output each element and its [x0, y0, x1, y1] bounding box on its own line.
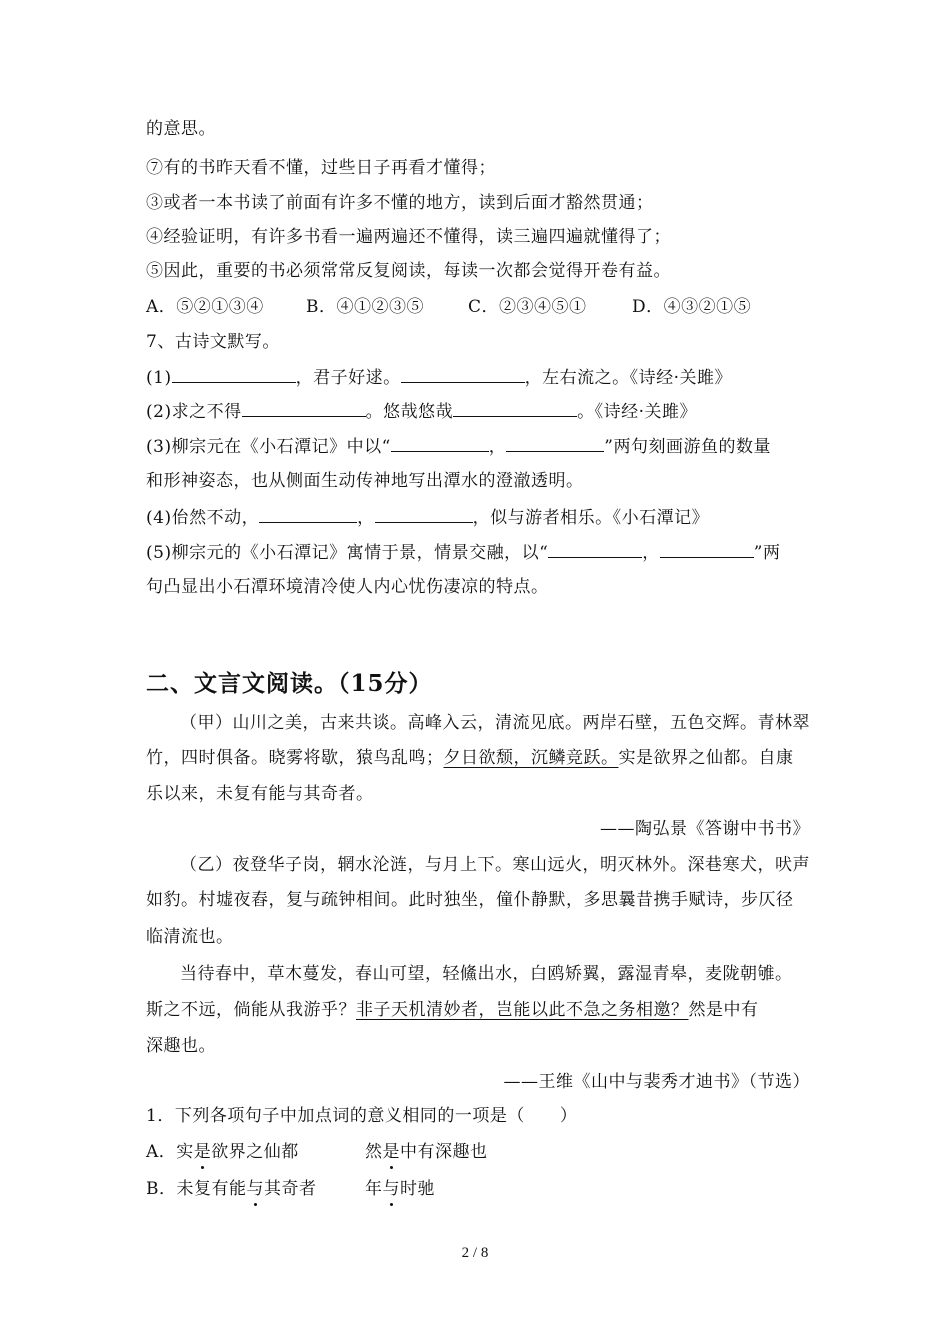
question-1-title: 1．下列各项句子中加点词的意义相同的一项是（ ） — [146, 1106, 578, 1126]
q7-item-3-part: ， — [488, 437, 507, 457]
q7-item-2-part: (2)求之不得 — [146, 402, 242, 422]
q7-item-5 — [146, 541, 780, 564]
q7-item-4-part: ，似与游者相乐。《小石潭记》 — [472, 508, 710, 528]
passage-text: 实是欲界之仙都。自康 — [618, 748, 794, 768]
option-b-sentence-1 — [146, 1178, 317, 1200]
passage-yi-source: ——王维《山中与裴秀才迪书》（节选） — [503, 1072, 810, 1092]
option-d: D．④③②①⑤ — [632, 297, 752, 317]
option-c: C．②③④⑤① — [468, 297, 587, 317]
q7-item-3 — [146, 435, 771, 458]
passage-text: 竹，四时俱备。晓雾将歇，猿鸟乱鸣； — [146, 748, 444, 768]
q7-item-3-part: ”两句刻画游鱼的数量 — [604, 437, 771, 457]
passage-jia-line: 乐以来，未复有能与其奇者。 — [146, 784, 374, 804]
underlined-sentence: 夕日欲颓，沉鳞竞跃。 — [443, 748, 619, 768]
option-a-sentence-1 — [146, 1141, 299, 1163]
q7-item-2-part: 。《诗经·关雎》 — [577, 402, 697, 422]
q7-item-4-part: (4)佁然不动， — [146, 508, 260, 528]
dotted-word: 是 — [382, 1142, 400, 1162]
text-line: 的意思。 — [146, 119, 216, 139]
option-b: B．④①②③⑤ — [306, 297, 424, 317]
dotted-word: 是 — [193, 1142, 212, 1162]
option-label: B．未复有能 — [146, 1179, 247, 1199]
q7-item-2-part: 。悠哉悠哉 — [365, 402, 454, 422]
passage-text: 斯之不远，倘能从我游乎？ — [146, 1000, 356, 1020]
answer-blank[interactable] — [660, 541, 754, 558]
q7-item-5-part: (5)柳宗元的《小石潭记》寓情于景，情景交融，以“ — [146, 543, 549, 563]
underlined-sentence: 非子天机清妙者，岂能以此不急之务相邀？ — [356, 1000, 689, 1020]
answer-blank[interactable] — [401, 366, 525, 383]
passage-yi-line: 临清流也。 — [146, 927, 234, 947]
dotted-word: 与 — [382, 1179, 400, 1199]
option-text: 然 — [365, 1142, 383, 1162]
text-line: ④经验证明，有许多书看一遍两遍还不懂得，读三遍四遍就懂得了； — [146, 227, 671, 247]
dotted-word: 与 — [246, 1179, 264, 1199]
passage-yi-line: 深趣也。 — [146, 1036, 216, 1056]
passage-text: 然是中有 — [688, 1000, 759, 1020]
q7-title: 7、古诗文默写。 — [146, 332, 280, 352]
q7-item-4-part: ， — [357, 508, 375, 528]
option-a: A．⑤②①③④ — [146, 297, 264, 317]
passage-jia-line: （甲）山川之美，古来共谈。高峰入云，清流见底。两岸石壁，五色交辉。青林翠 — [180, 713, 810, 733]
passage-yi-line: （乙）夜登华子岗，辋水沦涟，与月上下。寒山远火，明灭林外。深巷寒犬，吠声 — [180, 855, 810, 875]
q7-item-1 — [146, 366, 732, 389]
q7-item-5-part: ”两 — [753, 543, 781, 563]
option-text: 其奇者 — [264, 1179, 317, 1199]
answer-blank[interactable] — [453, 400, 577, 417]
text-line: ⑤因此，重要的书必须常常反复阅读，每读一次都会觉得开卷有益。 — [146, 261, 671, 281]
q7-item-4 — [146, 506, 709, 529]
option-text: 时驰 — [400, 1179, 435, 1199]
answer-blank[interactable] — [172, 366, 296, 383]
passage-yi-line — [146, 999, 759, 1021]
passage-yi-line: 如豹。村墟夜舂，复与疏钟相间。此时独坐，僮仆静默，多思曩昔携手赋诗，步仄径 — [146, 890, 794, 910]
passage-yi-line: 当待春中，草木蔓发，春山可望，轻鯈出水，白鸥矫翼，露湿青皋，麦陇朝雊。 — [180, 964, 793, 984]
option-text: 欲界之仙都 — [211, 1142, 299, 1162]
option-text: 中有深趣也 — [400, 1142, 488, 1162]
answer-blank[interactable] — [391, 435, 489, 452]
answer-blank[interactable] — [375, 506, 473, 523]
q7-item-3-continued: 和形神姿态，也从侧面生动传神地写出潭水的澄澈透明。 — [146, 471, 584, 491]
option-a-sentence-2 — [365, 1141, 488, 1163]
q7-item-1-part: ，左右流之。《诗经·关雎》 — [524, 368, 732, 388]
answer-blank[interactable] — [548, 541, 642, 558]
option-label: A．实 — [146, 1142, 194, 1162]
section-heading: 二、文言文阅读。（15分） — [146, 670, 433, 697]
q7-item-5-continued: 句凸显出小石潭环境清冷使人内心忧伤凄凉的特点。 — [146, 577, 549, 597]
q7-item-5-part: ， — [642, 543, 660, 563]
option-text: 年 — [365, 1179, 383, 1199]
q7-item-3-part: (3)柳宗元在《小石潭记》中以“ — [146, 437, 391, 457]
passage-jia-source: ——陶弘景《答谢中书书》 — [600, 819, 810, 839]
page-number: 2 / 8 — [461, 1245, 489, 1261]
answer-blank[interactable] — [259, 506, 357, 523]
text-line: ⑦有的书昨天看不懂，过些日子再看才懂得； — [146, 158, 496, 178]
text-line: ③或者一本书读了前面有许多不懂的地方，读到后面才豁然贯通； — [146, 193, 654, 213]
q7-item-1-part: (1) — [146, 368, 172, 388]
option-b-sentence-2 — [365, 1178, 435, 1200]
q7-item-1-part: ，君子好逑。 — [295, 368, 401, 388]
answer-blank[interactable] — [506, 435, 604, 452]
q7-item-2 — [146, 400, 697, 423]
passage-jia-line — [146, 747, 794, 769]
answer-blank[interactable] — [242, 400, 366, 417]
